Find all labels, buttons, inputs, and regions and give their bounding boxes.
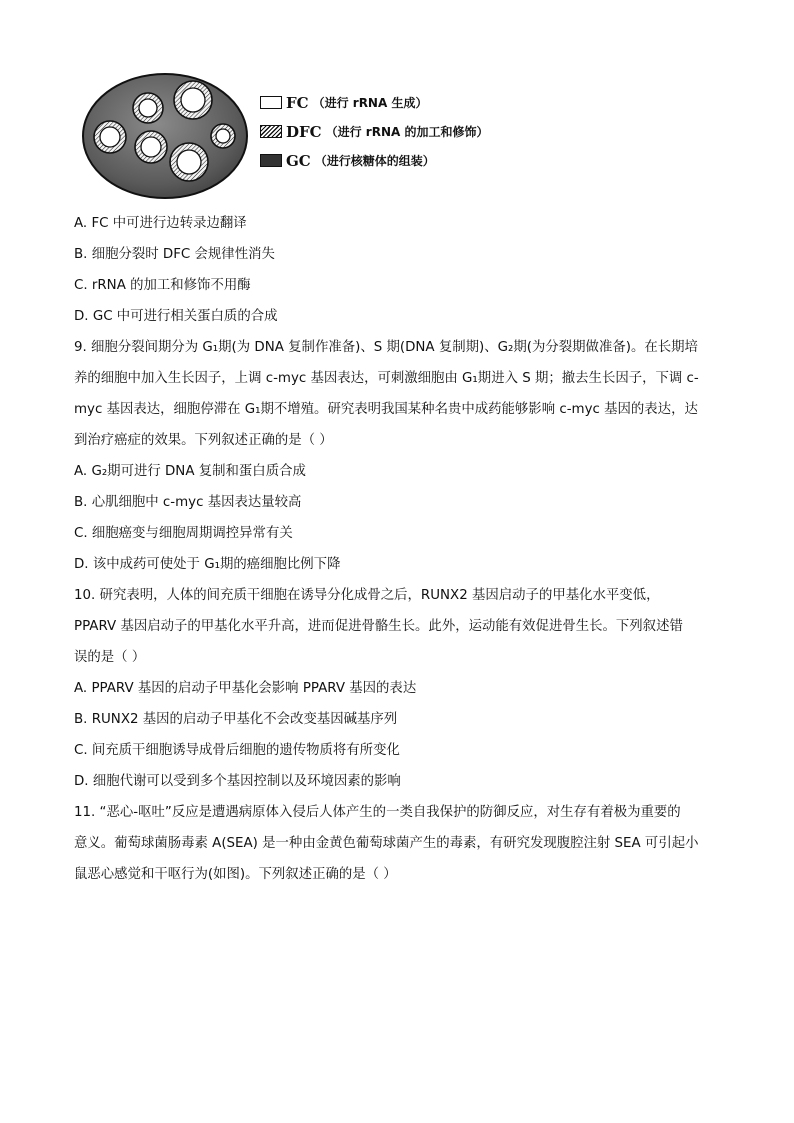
legend-desc: （进行 rRNA 的加工和修饰） [325, 125, 489, 139]
q9-option-d: D. 该中成药可使处于 G₁期的癌细胞比例下降 [74, 557, 341, 572]
question-content [74, 208, 722, 890]
nucleolus-diagram [80, 70, 250, 202]
q9-option-b: B. 心肌细胞中 c-myc 基因表达量较高 [74, 495, 302, 510]
q10-stem-line: 10. 研究表明，人体的间充质干细胞在诱导分化成骨之后，RUNX2 基因启动子的甲基化水平变低， [74, 588, 660, 603]
dfc-swatch [260, 125, 282, 138]
legend-row-fc [260, 88, 520, 117]
q10-stem-line: 误的是（ ） [74, 650, 146, 665]
legend-row-gc [260, 146, 520, 175]
q10-option-a: A. PPARV 基因的启动子甲基化会影响 PPARV 基因的表达 [74, 681, 417, 696]
q11-stem-line: 意义。葡萄球菌肠毒素 A(SEA) 是一种由金黄色葡萄球菌产生的毒素，有研究发现腹腔注射 SEA 可引起小 [74, 836, 699, 851]
q9-stem-line: 养的细胞中加入生长因子，上调 c-myc 基因表达，可刺激细胞由 G₁期进入 S 期；撤去生长因子，下调 c- [74, 371, 699, 386]
q9-stem-line: myc 基因表达，细胞停滞在 G₁期不增殖。研究表明我国某种名贵中成药能够影响 c-myc 基因的表达，达 [74, 402, 698, 417]
legend-key: GC [286, 151, 311, 170]
legend-key: FC [286, 93, 309, 112]
q8-option-a: A. FC 中可进行边转录边翻译 [74, 216, 247, 231]
q11-stem-line: 11. “恶心-呕吐”反应是遭遇病原体入侵后人体产生的一类自我保护的防御反应，对生存有着极为重要的 [74, 805, 681, 820]
q9-stem-line: 9. 细胞分裂间期分为 G₁期(为 DNA 复制作准备)、S 期(DNA 复制期)、G₂期(为分裂期做准备)。在长期培 [74, 340, 698, 355]
q10-option-b: B. RUNX2 基因的启动子甲基化不会改变基因碱基序列 [74, 712, 398, 727]
nucleolus-figure [80, 70, 510, 202]
q10-option-d: D. 细胞代谢可以受到多个基因控制以及环境因素的影响 [74, 774, 401, 789]
gc-swatch [260, 154, 282, 167]
legend-row-dfc [260, 117, 520, 146]
q10-option-c: C. 间充质干细胞诱导成骨后细胞的遗传物质将有所变化 [74, 743, 400, 758]
q11-stem-line: 鼠恶心感觉和干呕行为(如图)。下列叙述正确的是（ ） [74, 867, 397, 882]
q9-stem-line: 到治疗癌症的效果。下列叙述正确的是（ ） [74, 433, 333, 448]
fc-swatch [260, 96, 282, 109]
q8-option-b: B. 细胞分裂时 DFC 会规律性消失 [74, 247, 275, 262]
legend-desc: （进行 rRNA 生成） [312, 96, 428, 110]
q9-option-a: A. G₂期可进行 DNA 复制和蛋白质合成 [74, 464, 306, 479]
legend-desc: （进行核糖体的组装） [314, 154, 435, 168]
figure-legend [260, 88, 520, 175]
q10-stem-line: PPARV 基因启动子的甲基化水平升高，进而促进骨骼生长。此外，运动能有效促进骨生长。下列叙述错 [74, 619, 683, 634]
q9-option-c: C. 细胞癌变与细胞周期调控异常有关 [74, 526, 293, 541]
q8-option-d: D. GC 中可进行相关蛋白质的合成 [74, 309, 278, 324]
q8-option-c: C. rRNA 的加工和修饰不用酶 [74, 278, 251, 293]
legend-key: DFC [286, 122, 322, 141]
